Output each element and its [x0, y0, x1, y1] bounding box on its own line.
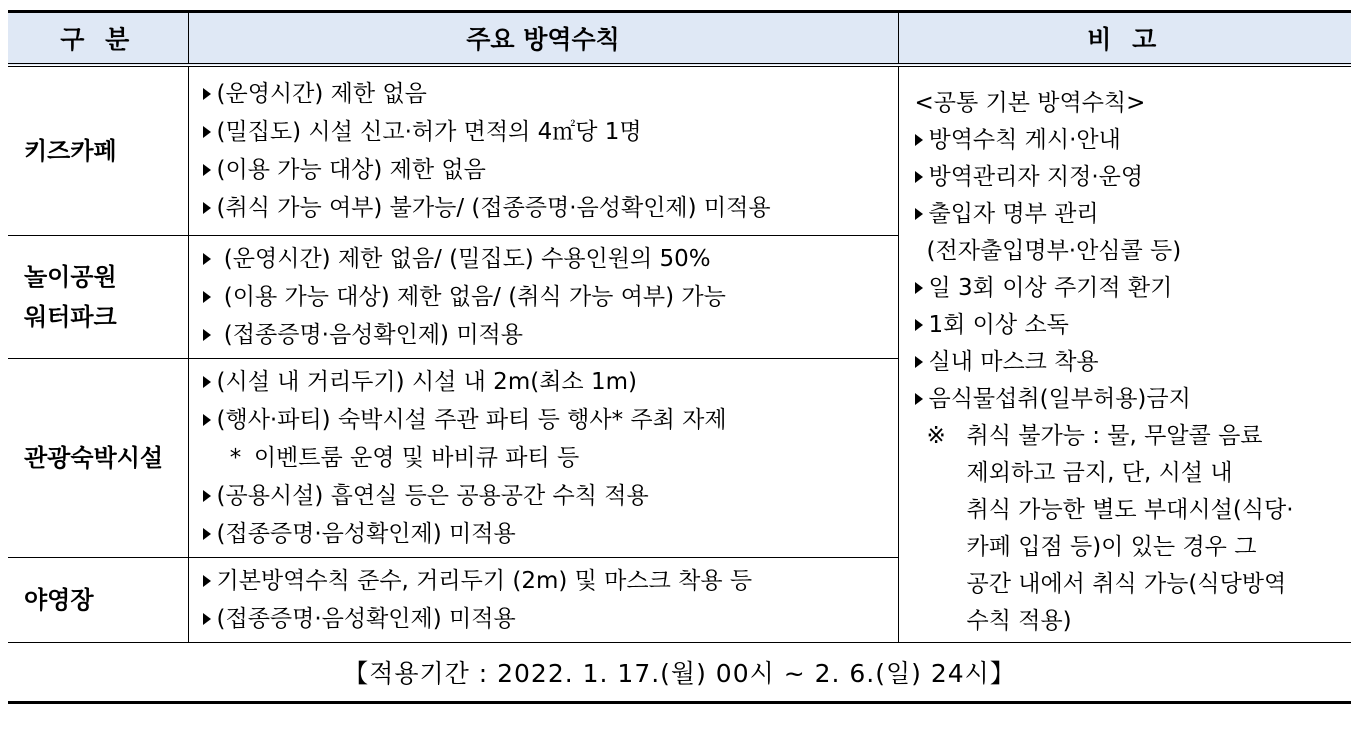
asterisk-icon: * — [229, 445, 242, 471]
note-line: 공간 내에서 취식 가능(식당방역 — [966, 571, 1287, 597]
note-line: 취식 가능한 별도 부대시설(식당· — [966, 497, 1294, 523]
header-main-rules: 주요 방역수칙 — [188, 12, 898, 66]
list-item: 실내 마스크 착용 — [915, 344, 1340, 381]
triangle-right-icon — [203, 575, 211, 587]
triangle-right-icon — [915, 319, 923, 331]
triangle-right-icon — [915, 282, 923, 294]
list-item: 음식물섭취(일부허용)금지 — [915, 381, 1340, 418]
list-item: 방역수칙 게시·안내 — [915, 122, 1340, 159]
list-item: (접종증명·음성확인제) 미적용 — [203, 515, 888, 553]
triangle-right-icon — [915, 393, 923, 405]
note-line: 카페 입점 등)이 있는 경우 그 — [966, 534, 1257, 560]
triangle-right-icon — [915, 171, 923, 183]
list-item: (이용 가능 대상) 제한 없음 — [203, 151, 888, 189]
category-tourist-lodging: 관광숙박시설 — [8, 359, 188, 558]
table-row-kids-cafe — [8, 65, 1351, 236]
triangle-right-icon — [203, 490, 211, 502]
list-item: 방역관리자 지정·운영 — [915, 159, 1340, 196]
triangle-right-icon — [203, 88, 211, 100]
table-row-period — [8, 643, 1351, 703]
triangle-right-icon — [203, 202, 211, 214]
note-line: ※ 취식 불가능 : 물, 무알콜 음료 — [915, 418, 1340, 455]
list-item: (운영시간) 제한 없음/ (밀집도) 수용인원의 50% — [203, 240, 888, 278]
triangle-right-icon — [203, 291, 211, 303]
list-item-continuation: (전자출입명부·안심콜 등) — [926, 238, 1182, 264]
triangle-right-icon — [203, 613, 211, 625]
list-item: (접종증명·음성확인제) 미적용 — [203, 600, 888, 638]
triangle-right-icon — [203, 528, 211, 540]
note-line: 제외하고 금지, 단, 시설 내 — [966, 460, 1233, 486]
header-category: 구 분 — [8, 12, 188, 66]
category-amusement-park: 놀이공원 워터파크 — [8, 236, 188, 359]
remarks-title: <공통 기본 방역수칙> — [914, 90, 1146, 116]
guideline-table-wrapper — [8, 10, 1351, 704]
rules-amusement-park — [188, 236, 898, 359]
triangle-right-icon — [203, 164, 211, 176]
triangle-right-icon — [203, 376, 211, 388]
header-remarks: 비 고 — [898, 12, 1351, 66]
application-period: 【적용기간 : 2022. 1. 17.(월) 00시 ~ 2. 6.(일) 24시】 — [8, 643, 1351, 703]
list-item: (운영시간) 제한 없음 — [203, 75, 888, 113]
reference-mark-icon: ※ — [926, 423, 946, 449]
triangle-right-icon — [915, 134, 923, 146]
list-item: (취식 가능 여부) 불가능/ (접종증명·음성확인제) 미적용 — [203, 189, 888, 227]
triangle-right-icon — [915, 208, 923, 220]
list-item: (접종증명·음성확인제) 미적용 — [203, 316, 888, 354]
guideline-table — [8, 10, 1351, 704]
category-kids-cafe: 키즈카페 — [8, 65, 188, 236]
remarks-cell — [898, 65, 1351, 643]
rules-campsite — [188, 558, 898, 643]
note-line: 수칙 적용) — [966, 608, 1072, 634]
sub-note: * 이벤트룸 운영 및 바비큐 파티 등 — [203, 439, 888, 477]
triangle-right-icon — [203, 329, 211, 341]
list-item: (공용시설) 흡연실 등은 공용공간 수칙 적용 — [203, 477, 888, 515]
category-campsite: 야영장 — [8, 558, 188, 643]
triangle-right-icon — [203, 414, 211, 426]
list-item: (이용 가능 대상) 제한 없음/ (취식 가능 여부) 가능 — [203, 278, 888, 316]
list-item: (밀집도) 시설 신고·허가 면적의 4㎡당 1명 — [203, 113, 888, 151]
list-item: 출입자 명부 관리 — [915, 196, 1340, 233]
list-item: 1회 이상 소독 — [915, 307, 1340, 344]
triangle-right-icon — [203, 253, 211, 265]
list-item: (시설 내 거리두기) 시설 내 2m(최소 1m) — [203, 363, 888, 401]
header-row — [8, 12, 1351, 66]
list-item: (행사·파티) 숙박시설 주관 파티 등 행사* 주최 자제 — [203, 401, 888, 439]
list-item: 일 3회 이상 주기적 환기 — [915, 270, 1340, 307]
rules-kids-cafe — [188, 65, 898, 236]
list-item: 기본방역수칙 준수, 거리두기 (2m) 및 마스크 착용 등 — [203, 562, 888, 600]
rules-tourist-lodging — [188, 359, 898, 558]
triangle-right-icon — [915, 356, 923, 368]
triangle-right-icon — [203, 126, 211, 138]
